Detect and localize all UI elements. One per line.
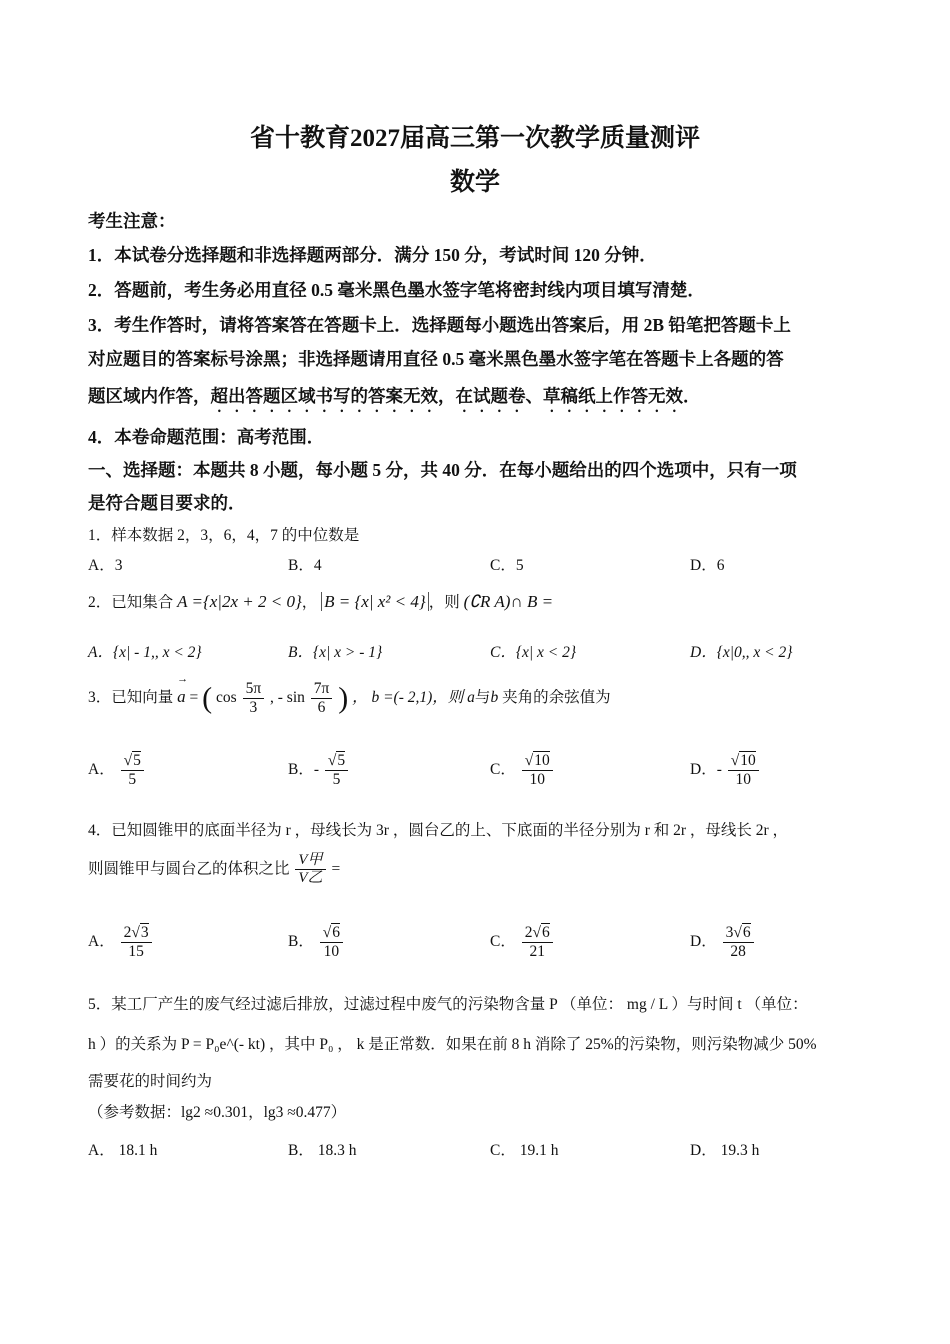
q3-vector-a: → a — [177, 687, 186, 707]
q3-option-b-frac — [325, 752, 348, 789]
q1-stem: 1．样本数据 2，3，6，4，7 的中位数是 — [88, 527, 360, 544]
q3-cos: cos — [216, 688, 237, 706]
section-1-line-2: 是符合题目要求的． — [88, 493, 246, 513]
q4-line-2 — [88, 852, 340, 888]
q4-option-b-rad: 6 — [332, 924, 340, 941]
q4-option-a-coef: 2 — [123, 924, 132, 941]
q3-paren-left: ( — [202, 681, 213, 715]
q4-option-a — [88, 924, 154, 961]
q3-fraction-2-den: 6 — [317, 698, 326, 716]
q3-option-c-num: √10 — [522, 752, 553, 771]
q3-fraction-1-num: 5π — [243, 680, 265, 699]
q2-set-b: B = {x| x² < 4} — [321, 592, 429, 611]
q3-vector-b-part: ， b =(- 2,1)，则 — [352, 688, 464, 706]
q3-fraction-1 — [243, 680, 265, 717]
q3-a: a — [467, 688, 475, 706]
q4-option-c-frac — [522, 924, 553, 961]
notice-item-3-line-2: 对应题目的答案标号涂黑；非选择题请用直径 0.5 毫米黑色墨水签字笔在答题卡上各题的答 — [88, 349, 784, 369]
q3-option-b-sign: - — [313, 760, 320, 778]
q2-option-b: B．{x| x > - 1} — [288, 644, 383, 661]
q4-equals: = — [327, 860, 341, 878]
q2-option-a: A．{x| - 1,, x < 2} — [88, 644, 202, 661]
q1-option-a: A．3 — [88, 557, 123, 574]
q5-option-c: C． 19.1 h — [490, 1142, 559, 1159]
q3-option-b-rad: 5 — [337, 752, 346, 769]
q4-option-d-rad: 6 — [742, 924, 751, 941]
q4-option-c-num: 2√6 — [522, 924, 553, 943]
q4-option-a-num: 2√3 — [121, 924, 152, 943]
q3-option-d-frac — [728, 752, 759, 789]
q3-option-a-num: √5 — [121, 752, 144, 771]
notice-item-1: 1．本试卷分选择题和非选择题两部分．满分 150 分，考试时间 120 分钟． — [88, 245, 657, 265]
q3-option-d-sign: - — [716, 760, 722, 778]
q4-option-a-den: 15 — [128, 942, 144, 960]
notice-item-4: 4．本卷命题范围：高考范围． — [88, 427, 325, 447]
q2-comma: ， — [301, 594, 318, 611]
q2-expression: (∁R A)∩ B = — [463, 592, 554, 611]
q2-option-c: C．{x| x < 2} — [490, 644, 577, 661]
exam-subject: 数学 — [449, 169, 500, 196]
q5-line-1: 5．某工厂产生的废气经过滤后排放，过滤过程中废气的污染物含量 P （单位： mg / L ）与时间 t （单位： — [88, 996, 808, 1013]
q4-option-d-label: D． — [690, 932, 717, 950]
q4-option-d-num: 3√6 — [723, 924, 754, 943]
q4-option-a-frac — [121, 924, 152, 961]
notice-item-3-line-3a: 题区域内作答， — [88, 386, 211, 406]
q3-option-a-frac — [121, 752, 144, 789]
q3-option-c-label: C． — [490, 760, 516, 778]
q3-option-d-num: √10 — [728, 752, 759, 771]
q3-option-a-den: 5 — [128, 770, 137, 788]
q4-option-d-coef: 3 — [725, 924, 734, 941]
q2-option-d: D．{x|0,, x < 2} — [690, 644, 793, 661]
q4-volume-num: V甲 — [295, 852, 325, 870]
q4-option-d-frac — [723, 924, 754, 961]
q5-line-3: 需要花的时间约为 — [88, 1073, 213, 1090]
q3-fraction-1-den: 3 — [249, 698, 258, 716]
q1-option-c: C．5 — [490, 557, 524, 574]
q3-option-d — [690, 752, 761, 789]
q5-line-2: h ）的关系为 P = P₀e^(- kt) ，其中 P₀ ， k 是正常数．如果在前 8 h 消除了 25%的污染物，则污染物减少 50% — [88, 1036, 817, 1053]
q4-option-b-num: √6 — [320, 924, 343, 943]
q3-option-d-label: D． — [690, 760, 717, 778]
notice-heading: 考生注意： — [88, 211, 176, 231]
q3-option-b-den: 5 — [332, 770, 341, 788]
notice-emphasis: 超出答题区域书写的答案无效，在试题卷、草稿纸上作答无效 — [210, 386, 683, 406]
q3-option-c — [490, 752, 555, 789]
q4-option-d — [690, 924, 756, 961]
q4-option-b-frac — [320, 924, 343, 961]
q4-option-b — [288, 924, 345, 961]
q3-tail: 夹角的余弦值为 — [502, 688, 611, 706]
q1-option-d: D．6 — [690, 557, 725, 574]
q4-line-2-text: 则圆锥甲与圆台乙的体积之比 — [88, 860, 290, 878]
q3-option-c-frac — [522, 752, 553, 789]
q3-option-a — [88, 752, 146, 789]
q3-fraction-2-num: 7π — [311, 680, 333, 699]
q3-option-c-den: 10 — [529, 770, 545, 788]
q3-option-d-rad: 10 — [740, 752, 756, 769]
notice-item-3-line-3 — [88, 383, 701, 416]
q3-prefix: 3．已知向量 — [88, 688, 174, 706]
q3-equals: = — [185, 688, 203, 706]
q3-option-a-rad: 5 — [133, 752, 141, 769]
q5-option-d: D． 19.3 h — [690, 1142, 760, 1159]
q3-option-b-label: B． — [288, 760, 314, 778]
q1-option-b: B．4 — [288, 557, 322, 574]
q4-option-c-den: 21 — [529, 942, 545, 960]
q3-stem — [88, 680, 611, 717]
notice-item-2: 2．答题前，考生务必用直径 0.5 毫米黑色墨水签字笔将密封线内项目填写清楚． — [88, 280, 705, 300]
q4-option-a-label: A． — [88, 932, 115, 950]
q4-option-a-rad: 3 — [140, 924, 149, 941]
q3-option-d-den: 10 — [735, 770, 751, 788]
q3-sin: , - sin — [270, 688, 305, 706]
q4-option-b-den: 10 — [323, 942, 340, 960]
q3-option-c-rad: 10 — [534, 752, 550, 769]
q2-prefix: 2．已知集合 — [88, 594, 174, 611]
q4-option-d-den: 28 — [730, 942, 746, 960]
q2-stem — [88, 590, 553, 612]
q4-line-1: 4．已知圆锥甲的底面半径为 r ，母线长为 3r ，圆台乙的上、下底面的半径分别为 r 和 2r ，母线长 2r ， — [88, 822, 789, 839]
q5-option-a: A． 18.1 h — [88, 1142, 158, 1159]
q4-option-c-label: C． — [490, 932, 516, 950]
q5-reference-data: （参考数据：lg2 ≈0.301，lg3 ≈0.477） — [88, 1104, 347, 1121]
q2-set-a: A ={x|2x + 2 < 0} — [177, 592, 302, 611]
q3-option-a-label: A． — [88, 760, 115, 778]
q4-option-c-coef: 2 — [524, 924, 533, 941]
q3-fraction-2 — [311, 680, 333, 717]
section-1-line-1: 一、选择题：本题共 8 小题，每小题 5 分，共 40 分．在每小题给出的四个选项中，只有一项 — [88, 460, 797, 480]
q4-option-b-label: B． — [288, 932, 314, 950]
exam-title: 省十教育2027届高三第一次教学质量测评 — [249, 125, 700, 152]
q3-option-b — [288, 752, 350, 789]
q3-and: 与 — [474, 688, 491, 706]
q3-option-b-num: √5 — [325, 752, 348, 771]
q5-option-b: B． 18.3 h — [288, 1142, 357, 1159]
q4-volume-den: V乙 — [298, 870, 323, 887]
notice-item-3-line-1: 3．考生作答时，请将答案答在答题卡上．选择题每小题选出答案后，用 2B 铅笔把答题卡上 — [88, 315, 791, 335]
q3-b: b — [490, 688, 499, 706]
notice-item-3-line-3c: ． — [683, 386, 701, 406]
q2-then: ，则 — [428, 594, 460, 611]
q4-option-c — [490, 924, 555, 961]
q4-volume-ratio — [295, 852, 325, 888]
q3-paren-right: ) — [338, 681, 349, 715]
q4-option-c-rad: 6 — [541, 924, 550, 941]
